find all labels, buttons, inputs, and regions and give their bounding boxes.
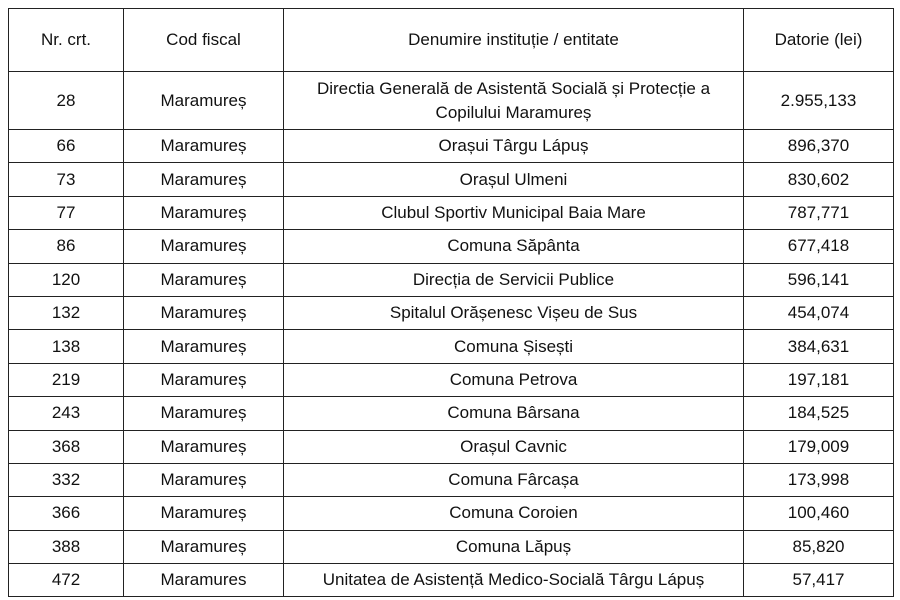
table-row: [9, 296, 894, 329]
cell-datorie: 57,417: [744, 564, 894, 597]
table-row: [9, 163, 894, 196]
cell-nr-crt: 66: [9, 130, 124, 163]
cell-nr-crt: 332: [9, 463, 124, 496]
cell-denumire: Comuna Coroien: [284, 497, 744, 530]
cell-cod-fiscal: Maramureș: [124, 263, 284, 296]
cell-nr-crt: 28: [9, 72, 124, 130]
cell-cod-fiscal: Maramureș: [124, 130, 284, 163]
cell-nr-crt: 243: [9, 397, 124, 430]
cell-datorie: 184,525: [744, 397, 894, 430]
table-row: [9, 397, 894, 430]
cell-denumire: Comuna Lăpuș: [284, 530, 744, 563]
cell-denumire: Orașui Târgu Lápuș: [284, 130, 744, 163]
cell-datorie: 830,602: [744, 163, 894, 196]
header-denumire: Denumire instituție / entitate: [284, 9, 744, 72]
table-row: [9, 497, 894, 530]
cell-nr-crt: 120: [9, 263, 124, 296]
table-row: [9, 564, 894, 597]
cell-cod-fiscal: Maramureș: [124, 230, 284, 263]
cell-denumire: Unitatea de Asistență Medico-Socială Târgu Lápuș: [284, 564, 744, 597]
cell-cod-fiscal: Maramureș: [124, 196, 284, 229]
table-row: [9, 72, 894, 130]
cell-denumire: Clubul Sportiv Municipal Baia Mare: [284, 196, 744, 229]
cell-denumire: Comuna Bârsana: [284, 397, 744, 430]
cell-cod-fiscal: Maramureș: [124, 430, 284, 463]
cell-datorie: 173,998: [744, 463, 894, 496]
cell-cod-fiscal: Maramureș: [124, 163, 284, 196]
cell-denumire: Comuna Petrova: [284, 363, 744, 396]
cell-datorie: 896,370: [744, 130, 894, 163]
table-row: [9, 263, 894, 296]
cell-nr-crt: 138: [9, 330, 124, 363]
table-row: [9, 430, 894, 463]
debt-table-container: [8, 8, 893, 597]
header-datorie: Datorie (lei): [744, 9, 894, 72]
cell-nr-crt: 77: [9, 196, 124, 229]
table-row: [9, 363, 894, 396]
cell-cod-fiscal: Maramureș: [124, 397, 284, 430]
cell-datorie: 179,009: [744, 430, 894, 463]
header-nr-crt: Nr. crt.: [9, 9, 124, 72]
table-row: [9, 130, 894, 163]
cell-nr-crt: 132: [9, 296, 124, 329]
cell-nr-crt: 368: [9, 430, 124, 463]
cell-cod-fiscal: Maramureș: [124, 72, 284, 130]
cell-denumire: Orașul Ulmeni: [284, 163, 744, 196]
table-row: [9, 463, 894, 496]
table-row: [9, 530, 894, 563]
cell-datorie: 384,631: [744, 330, 894, 363]
cell-datorie: 100,460: [744, 497, 894, 530]
cell-datorie: 2.955,133: [744, 72, 894, 130]
cell-cod-fiscal: Maramureș: [124, 463, 284, 496]
cell-nr-crt: 388: [9, 530, 124, 563]
cell-datorie: 454,074: [744, 296, 894, 329]
cell-nr-crt: 73: [9, 163, 124, 196]
cell-cod-fiscal: Maramureș: [124, 330, 284, 363]
cell-denumire: Direcția de Servicii Publice: [284, 263, 744, 296]
cell-nr-crt: 219: [9, 363, 124, 396]
cell-datorie: 677,418: [744, 230, 894, 263]
cell-denumire: Comuna Fârcașa: [284, 463, 744, 496]
cell-nr-crt: 86: [9, 230, 124, 263]
cell-datorie: 197,181: [744, 363, 894, 396]
cell-denumire: Spitalul Orășenesc Vișeu de Sus: [284, 296, 744, 329]
cell-cod-fiscal: Maramures: [124, 564, 284, 597]
header-cod-fiscal: Cod fiscal: [124, 9, 284, 72]
cell-datorie: 787,771: [744, 196, 894, 229]
cell-denumire: Directia Generală de Asistentă Socială și Protecție a Copilului Maramureș: [284, 72, 744, 130]
debt-table: [8, 8, 894, 597]
cell-cod-fiscal: Maramureș: [124, 296, 284, 329]
cell-nr-crt: 472: [9, 564, 124, 597]
table-row: [9, 230, 894, 263]
cell-denumire: Comuna Șisești: [284, 330, 744, 363]
cell-datorie: 596,141: [744, 263, 894, 296]
cell-cod-fiscal: Maramureș: [124, 363, 284, 396]
table-row: [9, 330, 894, 363]
cell-nr-crt: 366: [9, 497, 124, 530]
cell-denumire: Orașul Cavnic: [284, 430, 744, 463]
cell-datorie: 85,820: [744, 530, 894, 563]
cell-denumire: Comuna Săpânta: [284, 230, 744, 263]
table-row: [9, 196, 894, 229]
cell-cod-fiscal: Maramureș: [124, 530, 284, 563]
table-header-row: [9, 9, 894, 72]
cell-cod-fiscal: Maramureș: [124, 497, 284, 530]
